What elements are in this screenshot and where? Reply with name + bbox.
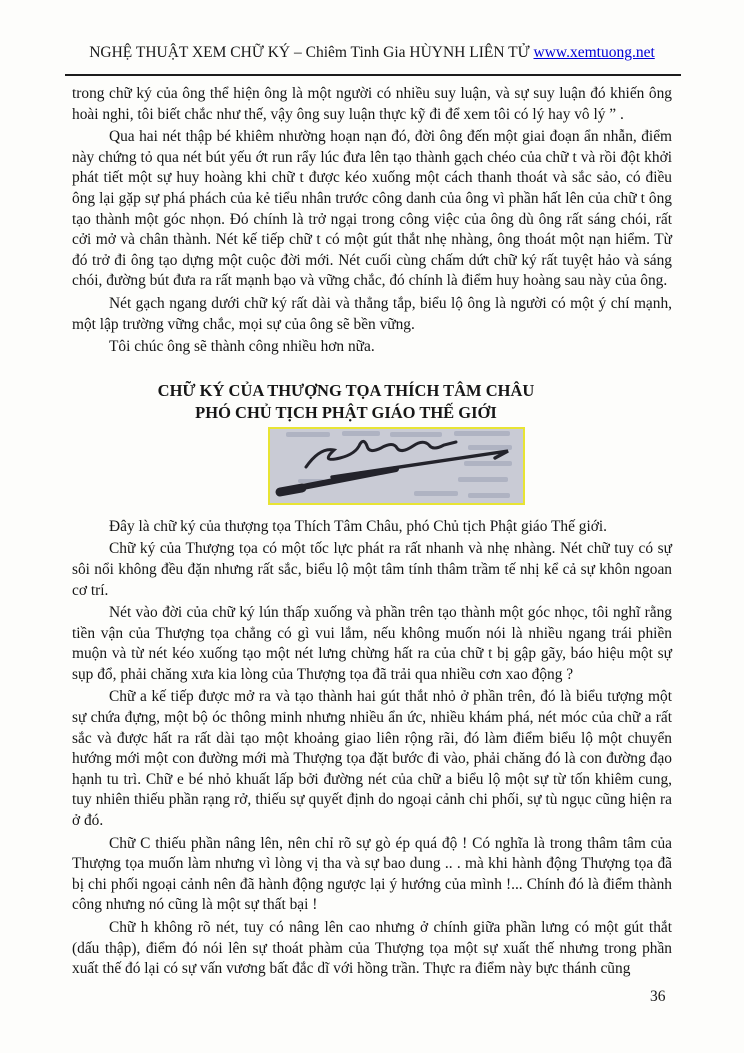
paragraph: Nét gạch ngang dưới chữ ký rất dài và thẳng tắp, biểu lộ ông là người có một ý chí mạnh, một lập trường vững chắc, mọi sự của ông sẽ bền vững. (72, 294, 672, 333)
section-heading-line2: PHÓ CHỦ TỊCH PHẬT GIÁO THẾ GIỚI (195, 402, 497, 422)
signature-image (268, 427, 525, 505)
paragraph: Chữ h không rõ nét, tuy có nâng lên cao nhưng ở chính giữa phần lưng có một gút thắt (dấu thập), điểm đó nói lên sự thoát phàm của Thượng tọa một sự xuất thế nhưng trong phần xuất thế đó lại có sự vấn vương bất đắc dĩ với hồng trần. Thực ra điểm này bực thánh cũng (72, 919, 672, 978)
document-body (72, 82, 672, 980)
paragraph: Nét vào đời của chữ ký lún thấp xuống và phần trên tạo thành một góc nhọc, tôi nghĩ rằng tiền vận của Thượng tọa chẳng có gì vui lắm, nếu không muốn nói là nhiều ngang trái phiền muộn và từ nét kéo xuống tạo một nét lưng chừng hất ra của chữ t bị gập gãy, báo hiệu một sự sụp đổ, phải chăng xưa kia lòng của Thượng tọa đã trải qua nhiều cơn xao động ? (72, 604, 672, 683)
paragraph: Chữ a kế tiếp được mở ra và tạo thành hai gút thắt nhỏ ở phần trên, đó là biểu tượng một sự chứa đựng, một bộ óc thông minh nhưng nhiều ẩn ức, nhiều khám phá, nét móc của chữ a rất sắc và được hất ra rất dài tạo một khoảng giao liên rộng rãi, đó làm điểm biểu lộ một chuyển hướng mới một con đường mới mà Thượng tọa đặt bước đi vào, phải chăng đó là con đường đạo hạnh tu trì. Chữ e bé nhỏ khuất lấp bởi đường nét của chữ a biểu lộ một sự từ tốn khiêm cung, tuy nhiên thiếu phần rạng rở, thiếu sự quyết định do ngoại cảnh chi phối, sự tù ngục cũng hiện ra ở đó. (72, 688, 672, 830)
paragraph: Đây là chữ ký của thượng tọa Thích Tâm Châu, phó Chủ tịch Phật giáo Thế giới. (109, 517, 608, 535)
paragraph: Chữ ký của Thượng tọa có một tốc lực phát ra rất nhanh và nhẹ nhàng. Nét chữ tuy có sự sôi nổi không đều đặn nhưng rất sắc, biểu lộ một tâm tính thâm trầm tế nhị kể cả sự khôn ngoan cơ trí. (72, 540, 672, 599)
section-heading (46, 380, 646, 424)
section-heading-line1: CHỮ KÝ CỦA THƯỢNG TỌA THÍCH TÂM CHÂU (157, 380, 535, 400)
paragraph: Chữ C thiếu phần nâng lên, nên chỉ rõ sự gò ép quá độ ! Có nghĩa là trong thâm tâm của Thượng tọa muốn làm nhưng vì lòng vị tha và sự bao dung .. . mà khi hành động Thượng tọa đã bị chi phối ngoại cảnh nên đã hành động ngược lại ý hướng của mình !... Chính đó là điểm thành công nhưng nó cũng là một sự thất bại ! (72, 834, 672, 914)
page-header (42, 44, 702, 62)
paragraph: Qua hai nét thập bé khiêm nhường hoạn nạn đó, đời ông đến một giai đoạn ẩn nhẫn, điểm này chứng tỏ qua nét bút yếu ớt run rẩy lúc đưa lên tạo thành gạch chéo của chữ t và rồi đột khởi phát tiết một sự huy hoàng khi chữ t được kéo xuống một cách thanh thoát và sắc sảo, có điều ông lại gặp sự phá phách của kẻ tiểu nhân trước công danh của ông vì phần hất lên của chữ t ông tạo thành một góc nhọn. Đó chính là trở ngại trong công việc của ông dù ông rất sáng chói, rất cởi mở và chân thành. Nét kế tiếp chữ t có một gút thắt nhẹ nhàng, ông thoát một nạn hiểm. Từ đó trở đi ông tạo dựng một cuộc đời mới. Nét cuối cùng chấm dứt chữ ký rất tuyệt hảo và sáng chói, đường bút đưa ra rất mạnh bạo và vững chắc, đó chính là điểm huy hoàng sau này của ông. (72, 128, 672, 290)
paragraph: Tôi chúc ông sẽ thành công nhiều hơn nữa. (109, 338, 375, 356)
page-number: 36 (650, 988, 666, 1005)
header-link[interactable]: www.xemtuong.net (533, 44, 655, 61)
signature-figure (72, 427, 672, 505)
header-divider (65, 74, 681, 76)
paragraph: trong chữ ký của ông thể hiện ông là một người có nhiều suy luận, và sự suy luận đó khiến ông hoài nghi, tôi biết chắc như thế, vậy ông suy luận thực kỹ đi để xem tôi có lý hay vô lý ” . (72, 85, 672, 123)
header-title: NGHỆ THUẬT XEM CHỮ KÝ – Chiêm Tinh Gia HÙYNH LIÊN TỬ (89, 44, 530, 61)
